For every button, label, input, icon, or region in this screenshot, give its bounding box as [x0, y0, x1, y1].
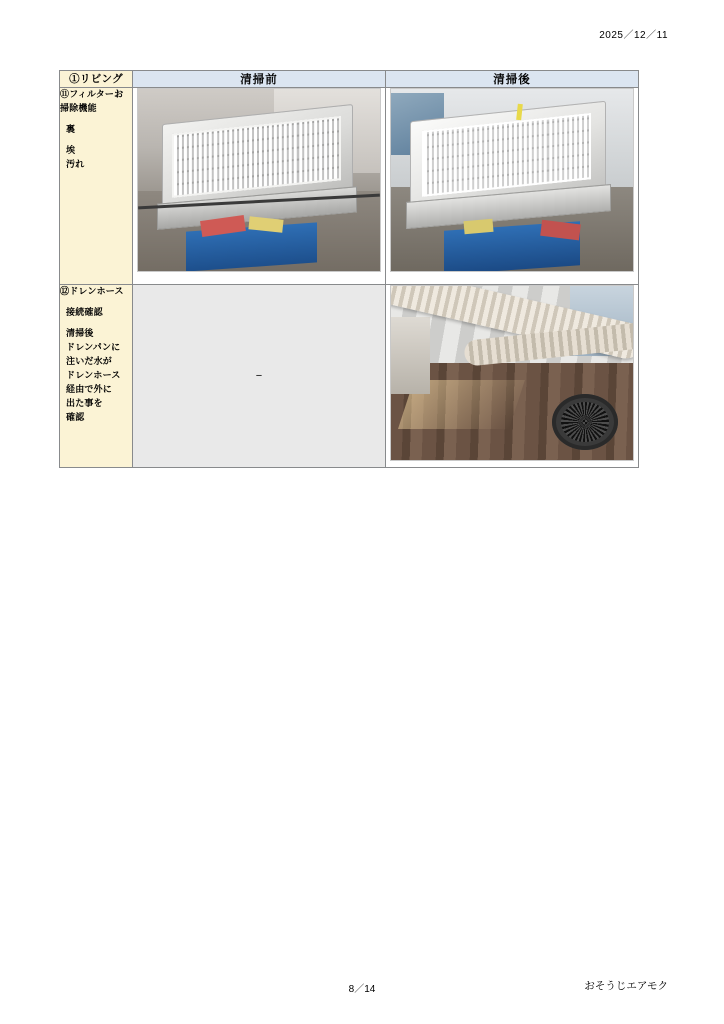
header-room-label: ①リビング: [60, 71, 133, 88]
after-photo-cell-filter: [386, 88, 639, 285]
photo-drain-hose-balcony-after: [390, 285, 634, 461]
table-row: [60, 285, 639, 468]
row-label-line-8: 確認: [66, 411, 85, 422]
header-before-label: 清掃前: [133, 71, 386, 88]
row-label-line-1: 接続確認: [66, 306, 103, 317]
row-label-line-3: 汚れ: [66, 158, 85, 169]
table-row: [60, 88, 639, 285]
row-label-line-6: 経由で外に: [66, 383, 113, 394]
header-after-label: 清掃後: [386, 71, 639, 88]
cleaning-report-table: [59, 70, 639, 468]
page-number: 8／14: [348, 984, 376, 995]
brand-name: おそうじエアモク: [584, 980, 668, 992]
row-label-drain-hose: [60, 285, 133, 468]
row-label-title: ⑪フィルターお掃除機能: [60, 89, 124, 113]
row-label-line-2: 清掃後: [66, 327, 94, 338]
row-label-line-3: ドレンパンに: [66, 341, 121, 352]
document-date: 2025／12／11: [599, 30, 668, 41]
before-photo-cell-drain-hose: [133, 285, 386, 468]
table-header-row: [60, 71, 639, 88]
row-label-line-4: 注いだ水が: [66, 355, 113, 366]
row-label-title: ⑫ドレンホース: [60, 286, 124, 296]
photo-air-conditioner-filter-unit-after: [390, 88, 634, 272]
row-label-line-2: 埃: [66, 144, 76, 155]
photo-air-conditioner-filter-unit-before: [137, 88, 381, 272]
row-label-line-5: ドレンホース: [66, 369, 121, 380]
before-photo-placeholder: −: [255, 370, 263, 382]
before-photo-cell-filter: [133, 88, 386, 285]
row-label-line-1: 裏: [66, 123, 76, 134]
row-label-filter: [60, 88, 133, 285]
row-label-line-7: 出た事を: [66, 397, 103, 408]
after-photo-cell-drain-hose: [386, 285, 639, 468]
